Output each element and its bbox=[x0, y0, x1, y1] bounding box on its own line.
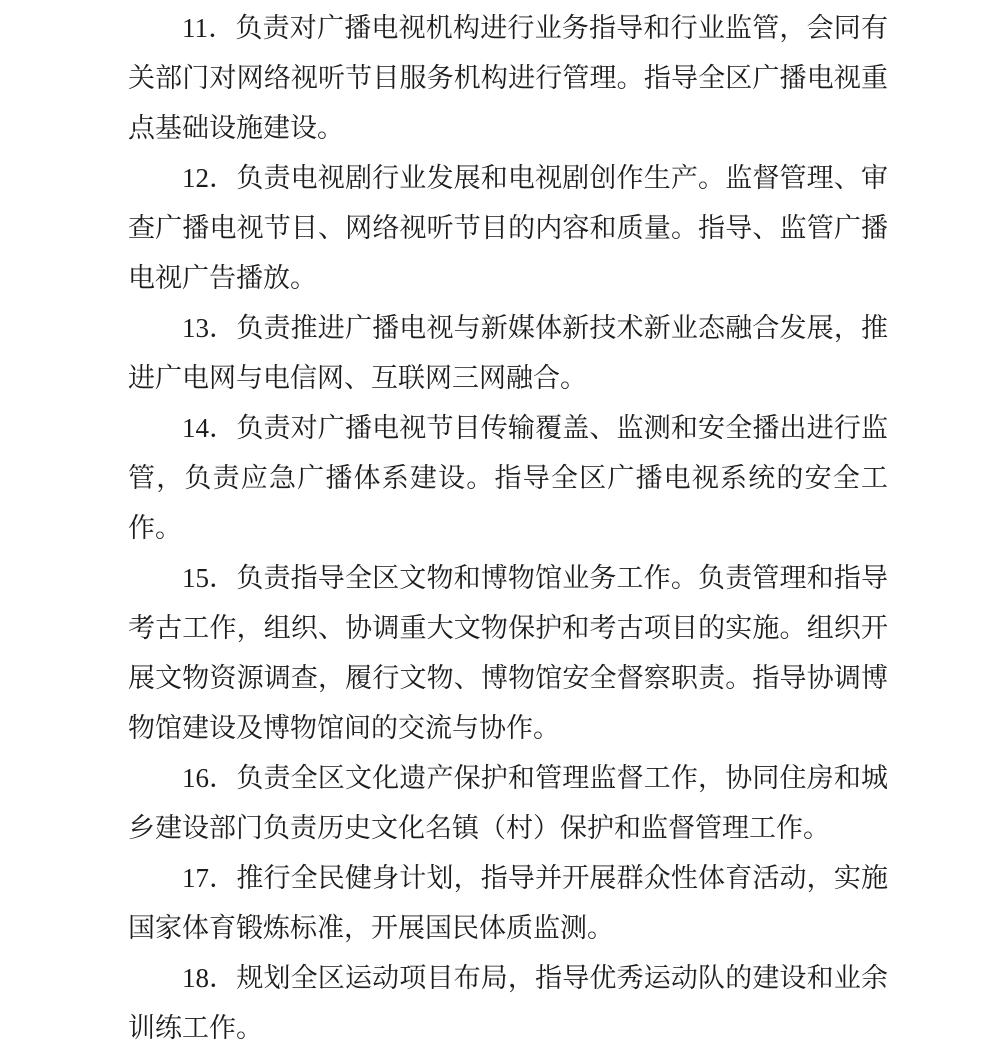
paragraph-18: 18．规划全区运动项目布局，指导优秀运动队的建设和业余训练工作。 bbox=[128, 963, 888, 1043]
paragraph-15: 15．负责指导全区文物和博物馆业务工作。负责管理和指导考古工作，组织、协调重大文物保护和考古项目的实施。组织开展文物资源调查，履行文物、博物馆安全督察职责。指导协调博物馆建设及博物馆间的交流与协作。 bbox=[128, 563, 888, 743]
paragraph-13: 13．负责推进广播电视与新媒体新技术新业态融合发展，推进广电网与电信网、互联网三网融合。 bbox=[128, 313, 888, 393]
paragraph-14: 14．负责对广播电视节目传输覆盖、监测和安全播出进行监管，负责应急广播体系建设。指导全区广播电视系统的安全工作。 bbox=[128, 413, 888, 543]
paragraph-11: 11．负责对广播电视机构进行业务指导和行业监管，会同有关部门对网络视听节目服务机构进行管理。指导全区广播电视重点基础设施建设。 bbox=[128, 13, 888, 143]
paragraph-12: 12．负责电视剧行业发展和电视剧创作生产。监督管理、审查广播电视节目、网络视听节目的内容和质量。指导、监管广播电视广告播放。 bbox=[128, 163, 888, 293]
paragraph-list bbox=[128, 3, 888, 1053]
paragraph-17: 17．推行全民健身计划，指导并开展群众性体育活动，实施国家体育锻炼标准，开展国民体质监测。 bbox=[128, 863, 888, 943]
paragraph-16: 16．负责全区文化遗产保护和管理监督工作，协同住房和城乡建设部门负责历史文化名镇（村）保护和监督管理工作。 bbox=[128, 763, 888, 843]
